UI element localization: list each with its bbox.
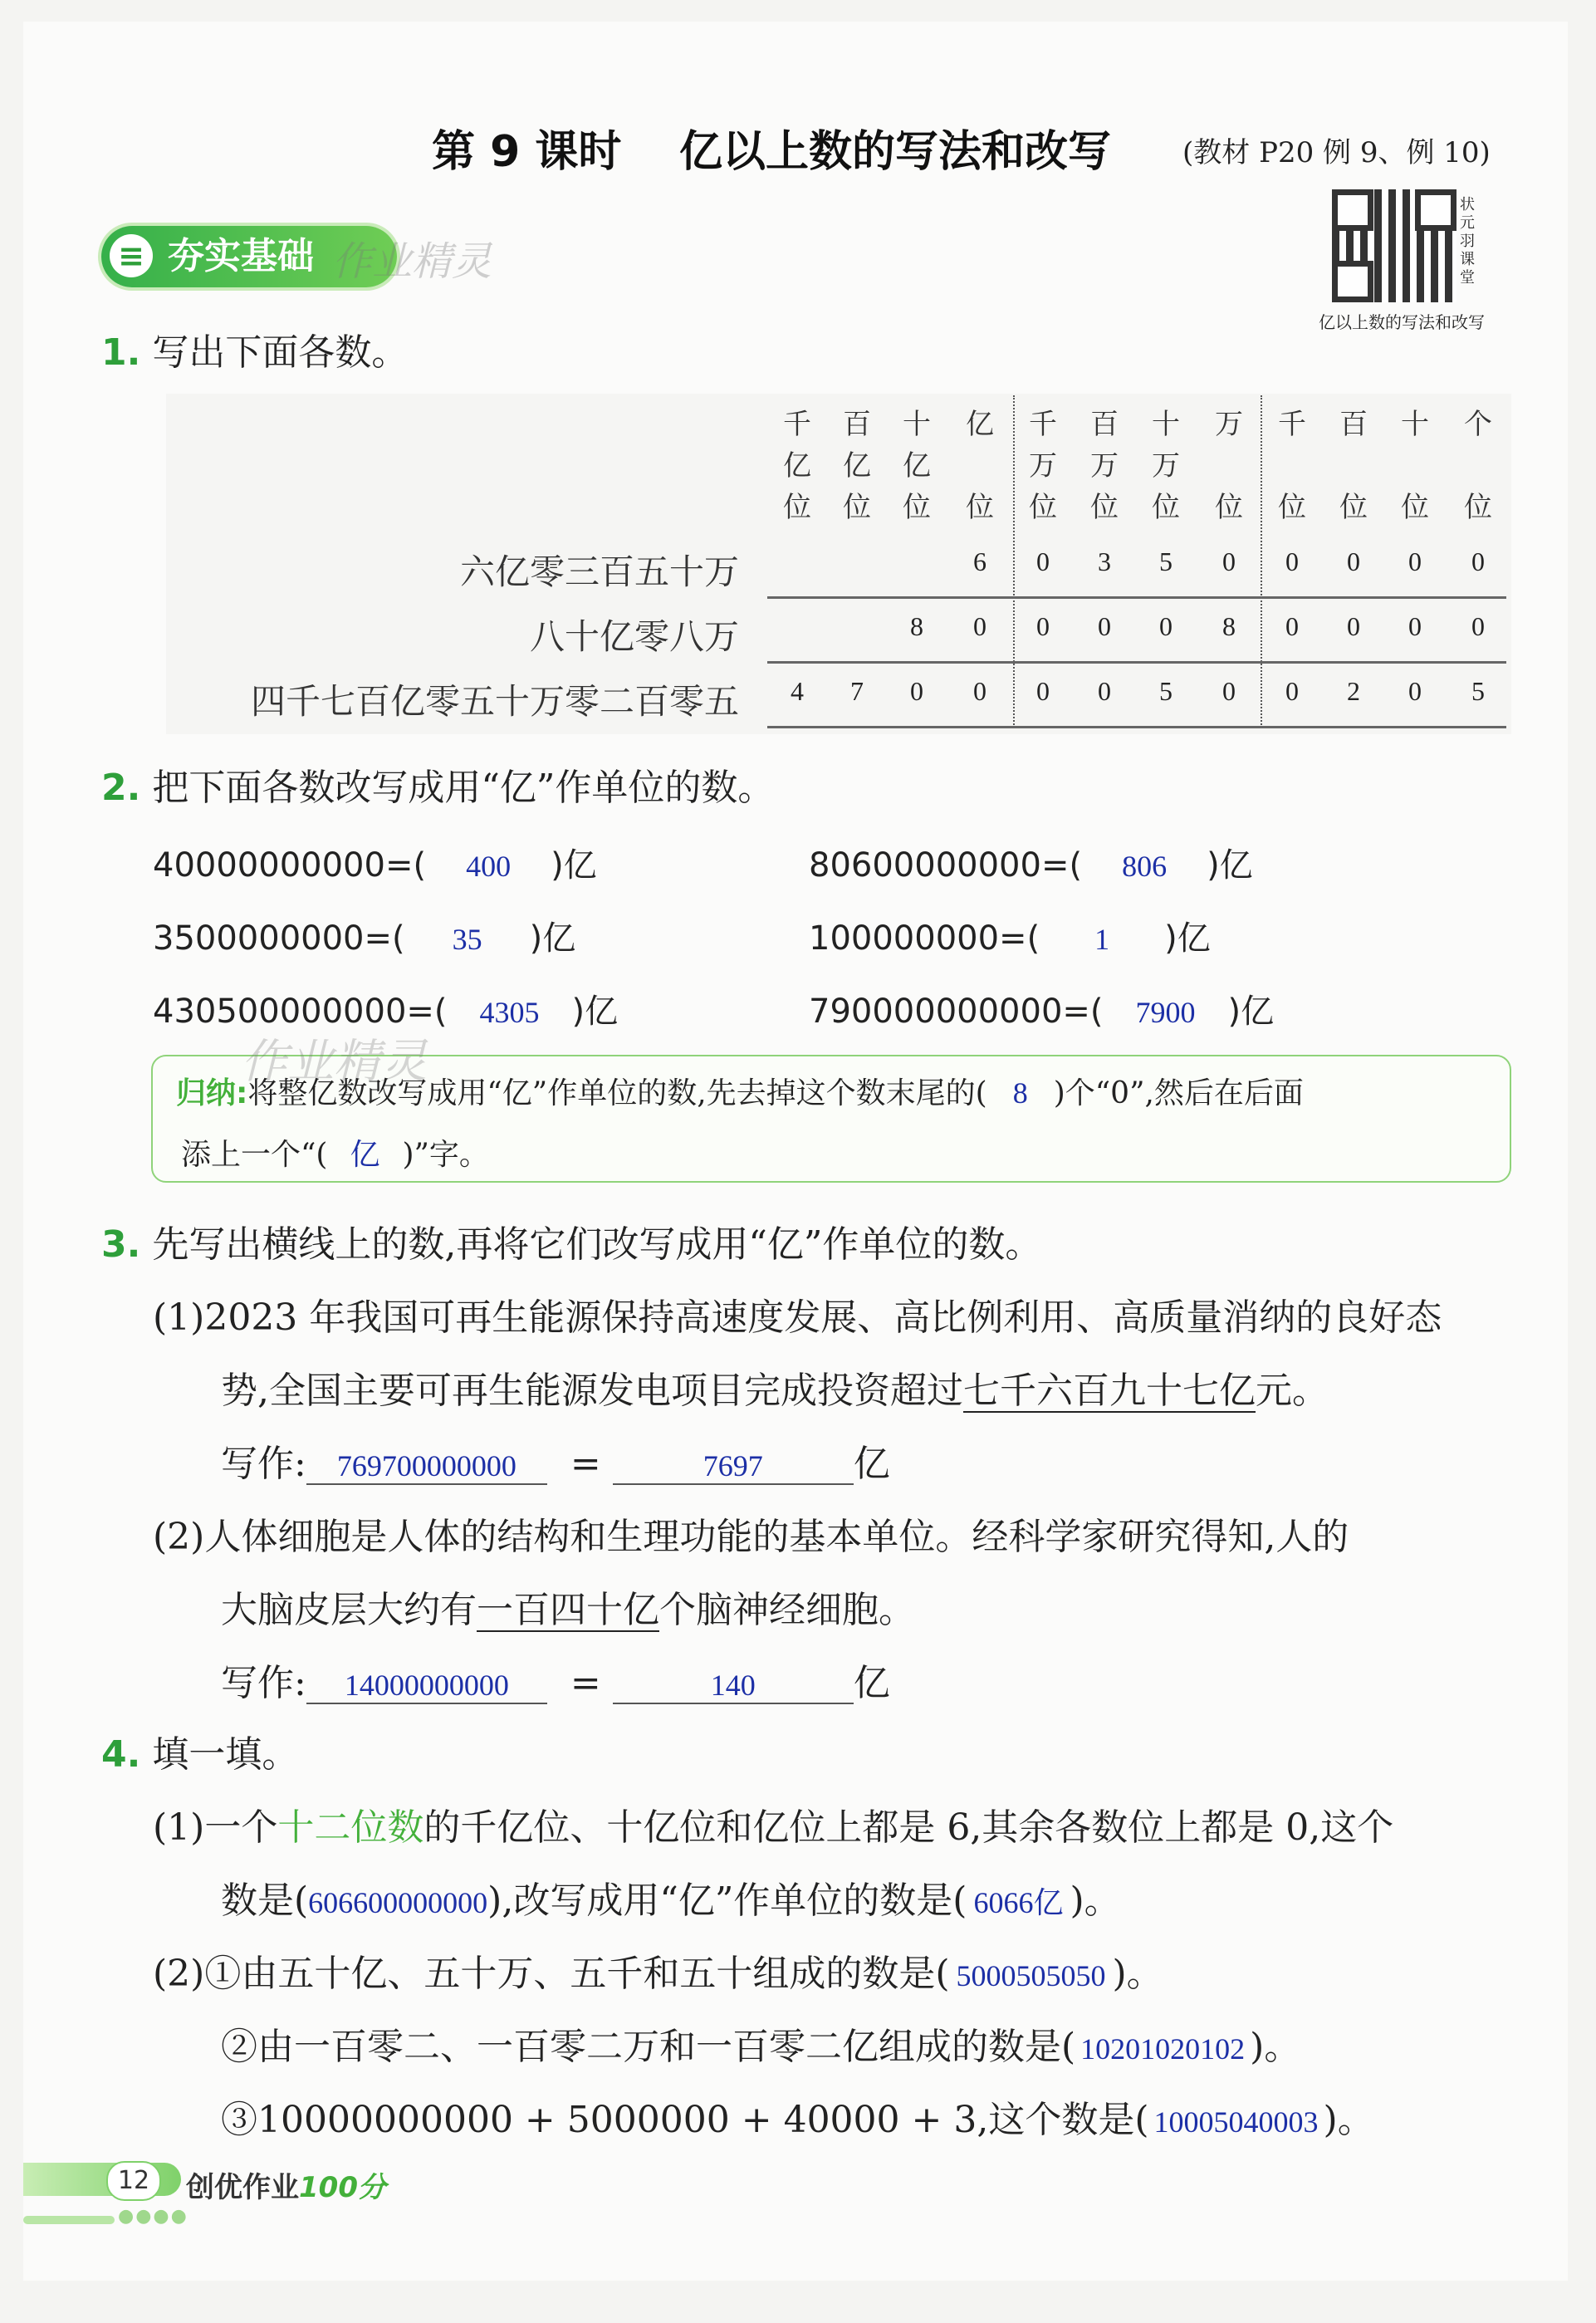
section-badge-label: 夯实基础 — [168, 235, 314, 277]
summary-text-3: 添上一个“( — [181, 1138, 328, 1172]
q3-part1-text3: 元。 — [1256, 1370, 1329, 1412]
q4-title — [101, 1724, 298, 1777]
q3-part2-write — [221, 1653, 890, 1706]
digit-cell[interactable]: 0 — [1471, 611, 1485, 641]
digit-cell[interactable]: 0 — [1408, 546, 1422, 576]
q4-sub1-text-a: ①由五十亿、五十万、五千和五十组成的数是( — [204, 1953, 950, 1995]
q4-part1-answer-yi[interactable]: 6066亿 — [973, 1886, 1064, 1919]
q2-number: 2. — [101, 767, 141, 809]
summary-text-2: )个“0”,然后在后面 — [1053, 1076, 1304, 1110]
digit-cell[interactable]: 8 — [910, 611, 923, 641]
digit-cell[interactable]: 0 — [1408, 611, 1422, 641]
place-header-char: 十 — [1401, 408, 1429, 441]
conversion-answer[interactable]: 806 — [1122, 850, 1168, 883]
source-number: 80600000000 — [809, 846, 1041, 885]
place-header-char: 位 — [903, 491, 931, 524]
place-header-char: 亿 — [843, 449, 871, 483]
q4-sub1-text-b: )。 — [1112, 1953, 1163, 1995]
q1-number: 1. — [101, 331, 141, 374]
equals-sign: = — [570, 1662, 601, 1704]
q3-part1-underlined: 七千六百九十七亿 — [963, 1370, 1256, 1412]
conversion-item — [153, 839, 597, 886]
q3-part2-answer-yi[interactable]: 140 — [613, 1668, 854, 1704]
digit-cell[interactable]: 0 — [1347, 611, 1360, 641]
q3-part1-label: (1) — [153, 1296, 205, 1339]
source-number: 100000000 — [809, 919, 1000, 958]
place-header-char: 位 — [1029, 491, 1057, 524]
summary-label: 归纳: — [176, 1076, 248, 1110]
equals-paren: =( — [1062, 992, 1104, 1031]
digit-cell[interactable]: 5 — [1471, 676, 1485, 706]
equals-paren: =( — [384, 846, 427, 885]
place-header-char: 位 — [783, 491, 811, 524]
place-header-char: 位 — [1152, 491, 1180, 524]
source-number: 3500000000 — [153, 919, 365, 958]
conversion-item — [809, 839, 1253, 886]
place-header-char: 位 — [1464, 491, 1492, 524]
q4-sub3-text-a: ③10000000000 + 5000000 + 40000 + 3,这个数是( — [221, 2099, 1149, 2141]
digit-cell[interactable]: 0 — [973, 676, 986, 706]
place-header-char: 万 — [1090, 449, 1119, 483]
q3-part1-text2: 势,全国主要可再生能源发电项目完成投资超过 — [221, 1370, 963, 1412]
book-name: 创优作业 — [186, 2171, 299, 2204]
digit-cell[interactable]: 0 — [1222, 676, 1236, 706]
digit-cell[interactable]: 0 — [1408, 676, 1422, 706]
place-header-char: 百 — [1339, 408, 1368, 441]
q4-part2-line3 — [221, 2090, 1374, 2143]
q3-part1-line1 — [153, 1287, 1442, 1340]
summary-answer-2: 亿 — [350, 1138, 380, 1171]
q3-part2-text2: 大脑皮层大约有 — [221, 1589, 477, 1631]
q4-part2-line1 — [153, 1943, 1163, 1997]
close-paren-yi: )亿 — [1207, 846, 1253, 885]
place-header-char: 千 — [1278, 408, 1306, 441]
footer-dots: ●●●● — [118, 2206, 188, 2227]
place-header-char: 千 — [1029, 408, 1057, 441]
place-header-char: 亿 — [783, 449, 811, 483]
q3-text: 先写出横线上的数,再将它们改写成用“亿”作单位的数。 — [152, 1223, 1042, 1266]
conversion-item — [153, 912, 575, 959]
digit-cell[interactable]: 5 — [1159, 546, 1173, 576]
digit-cell[interactable]: 0 — [973, 611, 986, 641]
digit-cell[interactable]: 0 — [1471, 546, 1485, 576]
row-label: 八十亿零八万 — [529, 616, 739, 657]
section-icon: ≡ — [110, 234, 153, 277]
unit-yi: 亿 — [853, 1662, 890, 1704]
page-title: 亿以上数的写法和改写 — [679, 127, 1112, 177]
q3-part1-answer-yi[interactable]: 7697 — [613, 1448, 854, 1485]
q4-part1-text-b: 的千亿位、十亿位和亿位上都是 6,其余各数位上都是 0,这个 — [423, 1806, 1394, 1849]
place-header-char: 十 — [1152, 408, 1180, 441]
close-paren-yi: )亿 — [571, 992, 619, 1031]
digit-cell[interactable]: 0 — [1036, 611, 1050, 641]
conversion-answer[interactable]: 400 — [466, 850, 512, 883]
textbook-reference: (教材 P20 例 9、例 10) — [1182, 136, 1491, 169]
digit-cell[interactable]: 0 — [1036, 546, 1050, 576]
place-header-char: 位 — [1278, 491, 1306, 524]
place-header-char: 位 — [1401, 491, 1429, 524]
equals-paren: =( — [999, 919, 1040, 958]
digit-cell[interactable]: 0 — [1098, 676, 1111, 706]
book-suffix: 100分 — [299, 2171, 386, 2204]
digit-cell[interactable]: 2 — [1347, 676, 1360, 706]
watermark-top: 作业精灵 — [332, 238, 492, 285]
digit-cell[interactable]: 0 — [1222, 546, 1236, 576]
summary-line-1 — [176, 1070, 1304, 1112]
q4-part1-text-e: )。 — [1070, 1879, 1121, 1922]
digit-cell[interactable]: 0 — [1285, 546, 1299, 576]
digit-cell[interactable]: 8 — [1222, 611, 1236, 641]
digit-cell[interactable]: 0 — [1098, 611, 1111, 641]
place-header-char: 万 — [1215, 408, 1243, 441]
digit-cell[interactable]: 0 — [1159, 611, 1173, 641]
place-header-char: 亿 — [966, 408, 994, 441]
digit-cell[interactable]: 0 — [1285, 611, 1299, 641]
divider-wan-ge — [1261, 395, 1262, 728]
q4-sub2-answer[interactable]: 10201020102 — [1080, 2032, 1246, 2066]
q3-part2-underlined: 一百四十亿 — [477, 1589, 659, 1631]
digit-cell[interactable]: 0 — [910, 676, 923, 706]
conversion-answer[interactable]: 35 — [452, 923, 482, 956]
place-header-char: 位 — [843, 491, 871, 524]
digit-cell[interactable]: 6 — [973, 546, 986, 576]
q4-sub1-answer[interactable]: 5000505050 — [956, 1959, 1106, 1992]
digit-cell[interactable]: 0 — [1036, 676, 1050, 706]
footer-stripe — [23, 2216, 115, 2224]
row-label: 六亿零三百五十万 — [459, 551, 739, 592]
place-header-char: 万 — [1029, 449, 1057, 483]
q3-part2-text3: 个脑神经细胞。 — [659, 1589, 915, 1631]
place-header-char: 百 — [843, 408, 871, 441]
source-number: 790000000000 — [809, 992, 1063, 1031]
place-header-char: 十 — [903, 408, 931, 441]
q1-text: 写出下面各数。 — [152, 331, 409, 374]
row-line — [767, 596, 1506, 599]
q4-part1-line2 — [221, 1870, 1121, 1924]
q4-sub2-text-b: )。 — [1250, 2026, 1301, 2068]
q3-part1-line2 — [221, 1360, 1329, 1414]
place-header-char: 位 — [966, 491, 994, 524]
q3-part2-line1 — [153, 1507, 1349, 1560]
equals-paren: =( — [406, 992, 448, 1031]
place-header-char: 百 — [1090, 408, 1119, 441]
q4-text: 填一填。 — [152, 1733, 299, 1776]
q4-part1-text-d: ),改写成用“亿”作单位的数是( — [487, 1879, 967, 1922]
q4-number: 4. — [101, 1733, 141, 1776]
place-header-char: 位 — [1215, 491, 1243, 524]
lesson-number: 第 9 课时 — [432, 127, 622, 177]
place-header-char: 亿 — [903, 449, 931, 483]
source-number: 40000000000 — [153, 846, 385, 885]
summary-line-2 — [181, 1131, 489, 1174]
q3-part1-text1: 2023 年我国可再生能源保持高速度发展、高比例利用、高质量消纳的良好态 — [204, 1296, 1442, 1339]
place-header-char: 千 — [783, 408, 811, 441]
place-header-char: 万 — [1152, 449, 1180, 483]
q3-title — [101, 1214, 1041, 1267]
q4-part1-text-c: 数是( — [221, 1879, 309, 1922]
unit-yi: 亿 — [853, 1443, 890, 1485]
q4-part1-line1 — [153, 1797, 1393, 1850]
q3-number: 3. — [101, 1223, 141, 1266]
equals-paren: =( — [1040, 846, 1083, 885]
write-label: 写作: — [221, 1443, 306, 1485]
equals-sign: = — [570, 1443, 601, 1485]
conversion-answer[interactable]: 4305 — [479, 996, 540, 1029]
q1-title — [101, 322, 408, 375]
place-header-char: 位 — [1090, 491, 1119, 524]
q4-sub3-answer[interactable]: 10005040003 — [1153, 2105, 1319, 2139]
q4-part1-label: (1) — [153, 1806, 205, 1849]
qr-code[interactable] — [1332, 189, 1456, 302]
row-line — [767, 726, 1506, 728]
q4-part1-highlight: 十二位数 — [277, 1806, 424, 1849]
row-line — [767, 661, 1506, 664]
digit-cell[interactable]: 0 — [1347, 546, 1360, 576]
summary-text-1: 将整亿数改写成用“亿”作单位的数,先去掉这个数末尾的( — [247, 1076, 987, 1110]
page-number: 12 — [106, 2161, 161, 2201]
close-paren-yi: )亿 — [1227, 992, 1275, 1031]
footer-book-title — [186, 2164, 386, 2205]
conversion-item — [809, 912, 1211, 959]
summary-answer-1: 8 — [1012, 1076, 1028, 1110]
q3-part2-text1: 人体细胞是人体的结构和生理功能的基本单位。经科学家研究得知,人的 — [204, 1516, 1349, 1558]
conversion-item — [809, 985, 1274, 1032]
summary-text-4: )”字。 — [402, 1138, 489, 1172]
q2-text: 把下面各数改写成用“亿”作单位的数。 — [152, 767, 775, 809]
close-paren-yi: )亿 — [1164, 919, 1211, 958]
q4-sub3-text-b: )。 — [1323, 2099, 1374, 2141]
conversion-answer[interactable]: 7900 — [1135, 996, 1196, 1029]
q4-part1-text-a: 一个 — [204, 1806, 278, 1849]
q4-sub2-text-a: ②由一百零二、一百零二万和一百零二亿组成的数是( — [221, 2026, 1076, 2068]
q3-part1-write — [221, 1433, 890, 1487]
q3-part2-answer-number[interactable]: 14000000000 — [306, 1668, 547, 1704]
digit-cell[interactable]: 7 — [850, 676, 864, 706]
q3-part2-label: (2) — [153, 1516, 205, 1558]
place-header-char: 位 — [1339, 491, 1368, 524]
digit-cell[interactable]: 3 — [1098, 546, 1111, 576]
qr-side-text: 状元羽课堂 — [1460, 196, 1475, 287]
equals-paren: =( — [364, 919, 405, 958]
q4-part2-line2 — [221, 2017, 1300, 2070]
digit-cell[interactable]: 0 — [1285, 676, 1299, 706]
q3-part1-answer-number[interactable]: 769700000000 — [306, 1448, 547, 1485]
row-label: 四千七百亿零五十万零二百零五 — [250, 681, 739, 722]
place-header-char: 个 — [1464, 408, 1492, 441]
qr-caption: 亿以上数的写法和改写 — [1319, 312, 1485, 332]
digit-cell[interactable]: 5 — [1159, 676, 1173, 706]
divider-yi-wan — [1013, 395, 1015, 728]
summary-watermark: 作业精灵 — [241, 1035, 427, 1089]
close-paren-yi: )亿 — [529, 919, 576, 958]
q4-part1-answer-number[interactable]: 606600000000 — [308, 1886, 488, 1919]
close-paren-yi: )亿 — [551, 846, 597, 885]
write-label: 写作: — [221, 1662, 306, 1704]
source-number: 430500000000 — [153, 992, 407, 1031]
q2-title — [101, 757, 774, 811]
q3-part2-line2 — [221, 1580, 915, 1633]
conversion-answer[interactable]: 1 — [1094, 923, 1110, 956]
digit-cell[interactable]: 4 — [791, 676, 804, 706]
q4-part2-label: (2) — [153, 1953, 205, 1995]
